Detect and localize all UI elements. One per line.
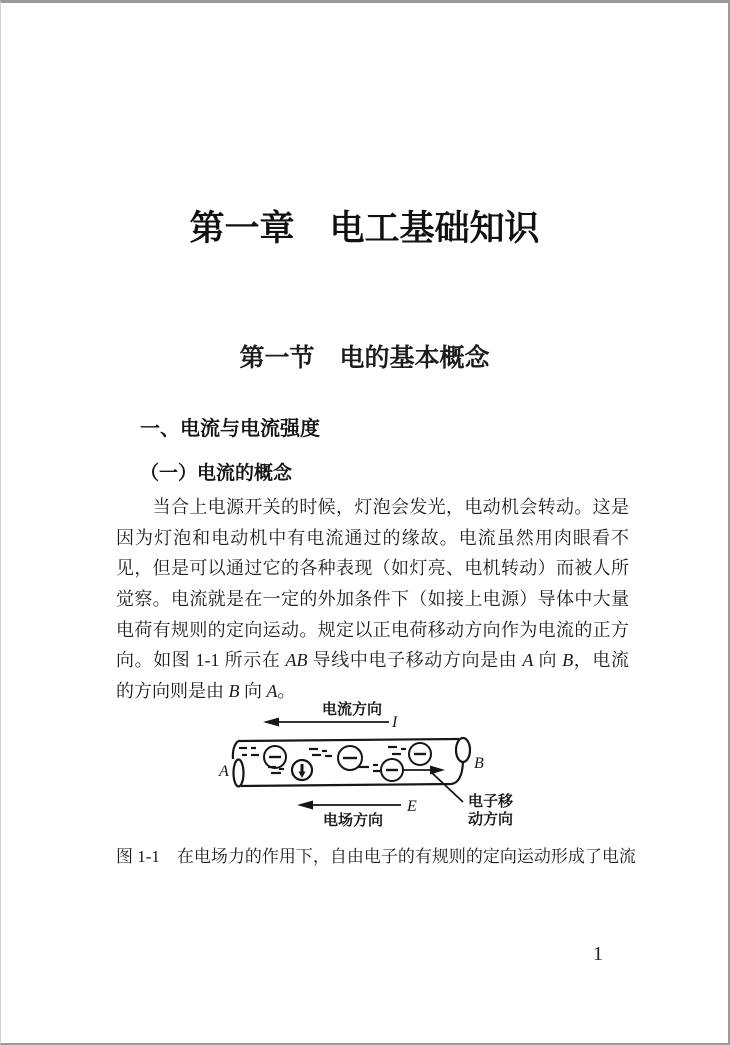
body-line	[116, 523, 629, 554]
current-symbol-label: I	[392, 714, 398, 731]
electron-arrow-icon	[292, 760, 312, 780]
math-symbol: AB	[285, 650, 308, 671]
leader-line	[431, 772, 463, 802]
subsection-heading: 一、电流与电流强度	[140, 418, 320, 440]
body-text: 见，但是可以通过它的各种表现（如灯亮、电机转动）而被人所	[116, 558, 629, 579]
figure-caption: 图 1-1 在电场力的作用下，自由电子的有规则的定向运动形成了电流	[116, 847, 636, 866]
field-direction-arrow	[297, 801, 401, 810]
terminal-b-label: B	[474, 755, 484, 772]
math-symbol: B	[562, 650, 574, 671]
current-direction-arrow	[263, 718, 389, 727]
body-line	[116, 615, 629, 646]
subsubsection-heading: （一）电流的概念	[140, 463, 293, 484]
body-text: 。	[277, 681, 296, 702]
electron-move-label-line1: 电子移	[468, 794, 514, 810]
math-symbol: A	[266, 681, 278, 702]
body-line	[116, 584, 629, 615]
chapter-title: 第一章 电工基础知识	[189, 209, 540, 248]
body-text: 因为灯泡和电动机中有电流通过的缘故。电流虽然用肉眼看不	[116, 527, 629, 548]
body-text: 导线中电子移动方向是由	[307, 650, 523, 671]
electron-move-label-line2: 动方向	[468, 812, 514, 828]
page-number: 1	[593, 943, 603, 965]
body-text: 的方向则是由	[116, 681, 229, 702]
body-line	[116, 645, 629, 676]
body-text: 向	[533, 650, 563, 671]
electron-move-arrow	[403, 766, 445, 775]
body-paragraph	[116, 492, 629, 707]
field-symbol-label: E	[407, 798, 417, 815]
terminal-a-label: A	[219, 763, 229, 780]
section-title: 第一节 电的基本概念	[239, 344, 490, 372]
math-symbol: A	[522, 650, 534, 671]
body-line	[116, 492, 629, 523]
current-direction-label: 电流方向	[322, 702, 383, 718]
figure-1-1-diagram	[211, 695, 531, 840]
body-text: 当合上电源开关的时候，灯泡会发光，电动机会转动。这是	[152, 497, 630, 517]
body-text: 电荷有规则的定向运动。规定以正电荷移动方向作为电流的正方	[116, 619, 629, 640]
body-text: 觉察。电流就是在一定的外加条件下（如接上电源）导体中大量	[116, 589, 629, 610]
body-text: ，电流	[573, 650, 629, 671]
body-text: 向。如图 1-1 所示在	[116, 650, 286, 671]
math-symbol: B	[228, 681, 240, 702]
body-text: 向	[239, 681, 267, 702]
body-line	[116, 553, 629, 584]
field-direction-label: 电场方向	[323, 813, 384, 829]
